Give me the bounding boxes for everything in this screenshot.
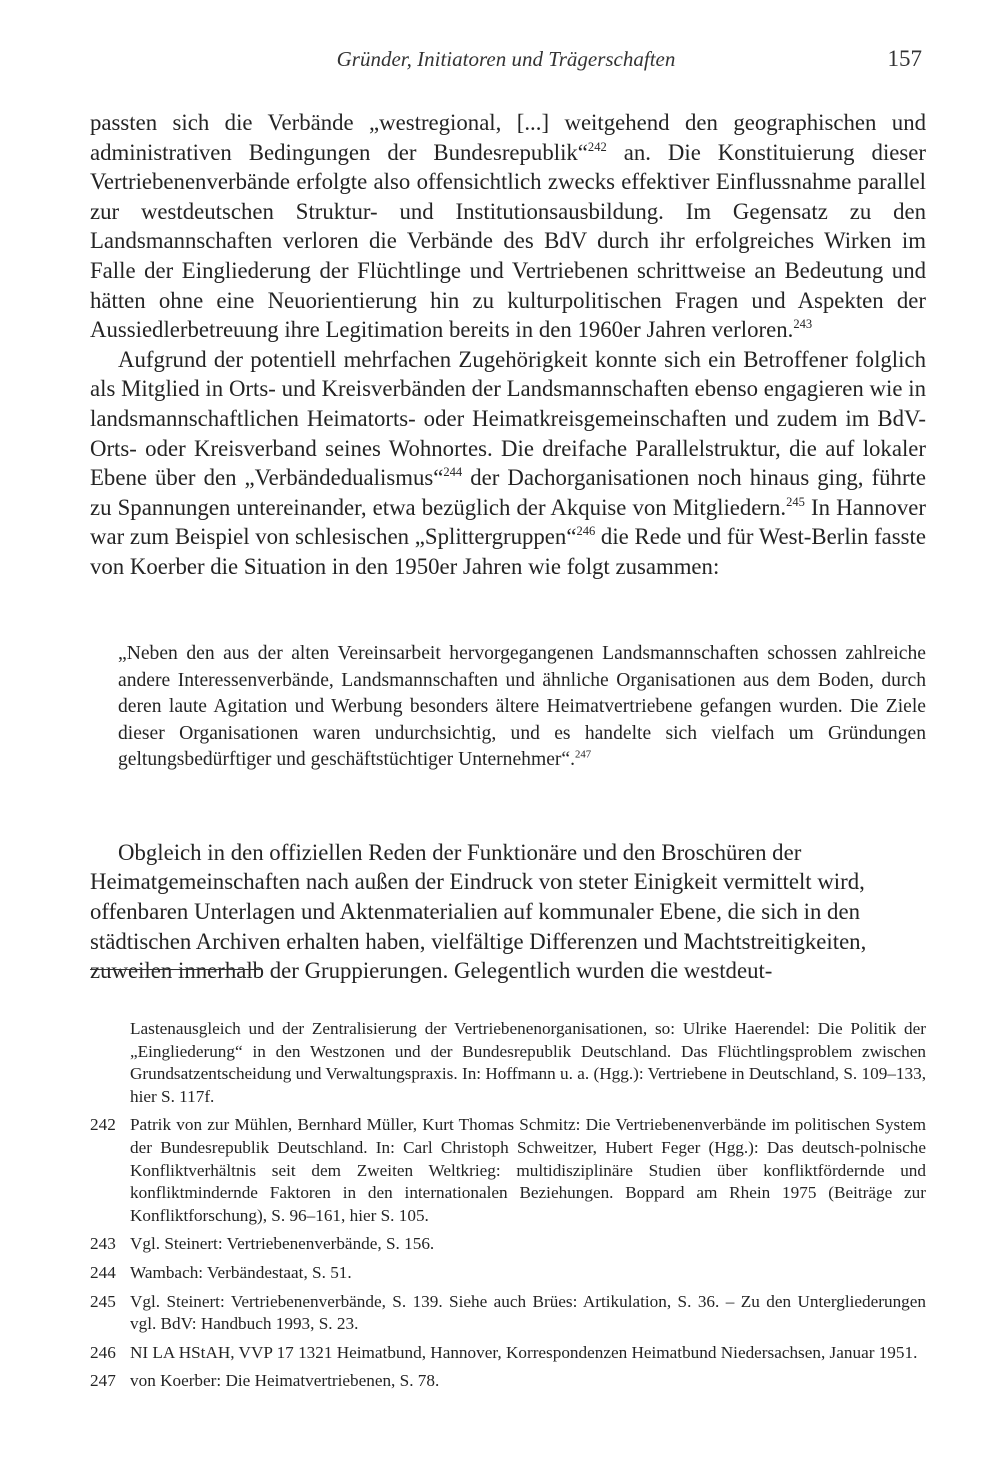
footnote-text: von Koerber: Die Heimatvertriebenen, S. 78. xyxy=(130,1371,440,1391)
footnote-246 xyxy=(90,1342,926,1365)
running-title: Gründer, Initiatoren und Trägerschaften xyxy=(336,47,676,71)
paragraph-text: die Rede und für West-Berlin fasste von Koerber die Situation in den 1950er Jahren wie folgt zusammen: xyxy=(90,524,926,579)
footnote-text: Vgl. Steinert: Vertriebenenverbände, S. 156. xyxy=(130,1234,435,1254)
footnote-text: Wambach: Verbändestaat, S. 51. xyxy=(130,1262,352,1282)
footnote-number: 247 xyxy=(90,1371,116,1391)
footnote-number: 245 xyxy=(90,1291,116,1311)
paragraph-text: an. Die Konstituierung dieser Vertriebenenverbände erfolgte also offensichtlich zwecks effektiver Einflussnahme parallel zur westdeutschen Struktur- und Institutionsausbildung. Im Gegensatz zu den Landsmannschaften verloren die Verbände des BdV durch ihr erfolgreiches Wirken im Falle der Eingliederung der Flüchtlinge und Vertriebenen schrittweise an Bedeutung und hätten ohne eine Neuorientierung hin zu kulturpolitischen Fragen und Aspekten der Aussiedlerbetreuung ihre Legitimation bereits in den 1960er Jahren verloren. xyxy=(90,139,926,343)
paragraph-3: Obgleich in den offiziellen Reden der Funktionäre und den Broschüren der Heimatgemeinschaften nach außen der Eindruck von steter Einigkeit vermittelt wird, offenbaren Unterlagen und Aktenmaterialien auf kommunaler Ebene, die sich in den städtischen Archiven erhalten haben, vielfältige Differenzen und Machtstreitigkeiten, zuweilen innerhalb der Gruppierungen. Gelegentlich wurden die westdeut- xyxy=(90,839,867,984)
footnote-244 xyxy=(90,1262,926,1285)
footnotes xyxy=(90,1018,926,1399)
footnote-ref-247: 247 xyxy=(575,748,592,761)
paragraph-1 xyxy=(90,108,926,345)
footnote-ref-242: 242 xyxy=(587,139,607,154)
footnote-text: NI LA HStAH, VVP 17 1321 Heimatbund, Hannover, Korrespondenzen Heimatbund Niedersachsen, Januar 1951. xyxy=(130,1342,918,1362)
block-quote xyxy=(118,641,926,774)
footnote-247 xyxy=(90,1370,926,1393)
footnote-text: Patrik von zur Mühlen, Bernhard Müller, Kurt Thomas Schmitz: Die Vertriebenenverbände im politischen System der Bundesrepublik Deutschland. In: Carl Christoph Schweitzer, Hubert Feger (Hgg.): Das deutsch-polnische Konfliktverhältnis seit dem Zweiten Weltkrieg: multidisziplinäre Studien über konfliktfördernde und konfliktmindernde Faktoren in den internationalen Beziehungen. Boppard am Rhein 1975 (Beiträge zur Konfliktforschung), S. 96–161, hier S. 105. xyxy=(130,1115,926,1225)
footnote-242 xyxy=(90,1114,926,1227)
footnote-continuation: Lastenausgleich und der Zentralisierung der Vertriebenenorganisationen, so: Ulrike Haerendel: Die Politik der „Eingliederung“ in den Westzonen und der Bundesrepublik Deutschland. Das Flüchtlingsproblem zwischen Grundsatzentscheidung und Verwaltungspraxis. In: Hoffmann u. a. (Hgg.): Vertriebene in Deutschland, S. 109–133, hier S. 117f. xyxy=(130,1019,926,1106)
paragraph-text: In Hannover war zum Beispiel von schlesischen „Splittergruppen“ xyxy=(90,494,926,550)
paragraph-text: Aufgrund der potentiell mehrfachen Zugehörigkeit konnte sich ein Betroffener folglich als Mitglied in Orts- und Kreisverbänden der Landsmannschaften ebenso engagieren wie in landsmannschaftlichen Heimatorts- oder Heimatkreisgemeinschaften und zudem im BdV-Orts- oder Kreisverband seines Wohnortes. Die dreifache Parallelstruktur, die auf lokaler Ebene über den „Verbändedualismus“ xyxy=(90,346,926,491)
footnote-245 xyxy=(90,1291,926,1336)
footnote-divider xyxy=(90,969,260,970)
footnote-243 xyxy=(90,1233,926,1256)
paragraph-text: der Dachorganisationen noch hinaus ging, führte zu Spannungen untereinander, etwa bezüglich der Akquise von Mitgliedern. xyxy=(90,465,927,520)
main-text xyxy=(90,108,926,582)
quote-text: „Neben den aus der alten Vereinsarbeit hervorgegangenen Landsmannschaften schossen zahlreiche andere Interessenverbände, Landsmannschaften und ähnliche Organisationen aus dem Boden, durch deren laute Agitation und Werbung besonders ältere Heimatvertriebene gefangen wurden. Die Ziele dieser Organisationen waren undurchsichtig, und es handelte sich vielfach um Gründungen geltungsbedürftiger und geschäftstüchtiger Unternehmer“. xyxy=(118,643,926,771)
footnote-ref-245: 245 xyxy=(786,494,805,509)
running-head xyxy=(90,42,922,76)
main-text-continued xyxy=(90,815,926,1009)
footnote-number: 242 xyxy=(90,1115,116,1135)
paragraph-2 xyxy=(90,345,926,582)
page-number: 157 xyxy=(887,46,922,71)
footnote-text: Vgl. Steinert: Vertriebenenverbände, S. 139. Siehe auch Brües: Artikulation, S. 36. – Zu den Untergliederungen vgl. BdV: Handbuch 1993, S. 23. xyxy=(130,1291,926,1334)
footnote-number: 244 xyxy=(90,1262,116,1282)
footnote-ref-243: 243 xyxy=(793,317,813,332)
footnote-ref-246: 246 xyxy=(576,524,596,539)
paragraph-text: passten sich die Verbände „westregional, [...] weitgehend den geographischen und administrativen Bedingungen der Bundesrepublik“ xyxy=(90,110,926,165)
footnote-ref-244: 244 xyxy=(443,465,463,480)
footnote-number: 246 xyxy=(90,1342,116,1362)
footnote-number: 243 xyxy=(90,1234,116,1254)
